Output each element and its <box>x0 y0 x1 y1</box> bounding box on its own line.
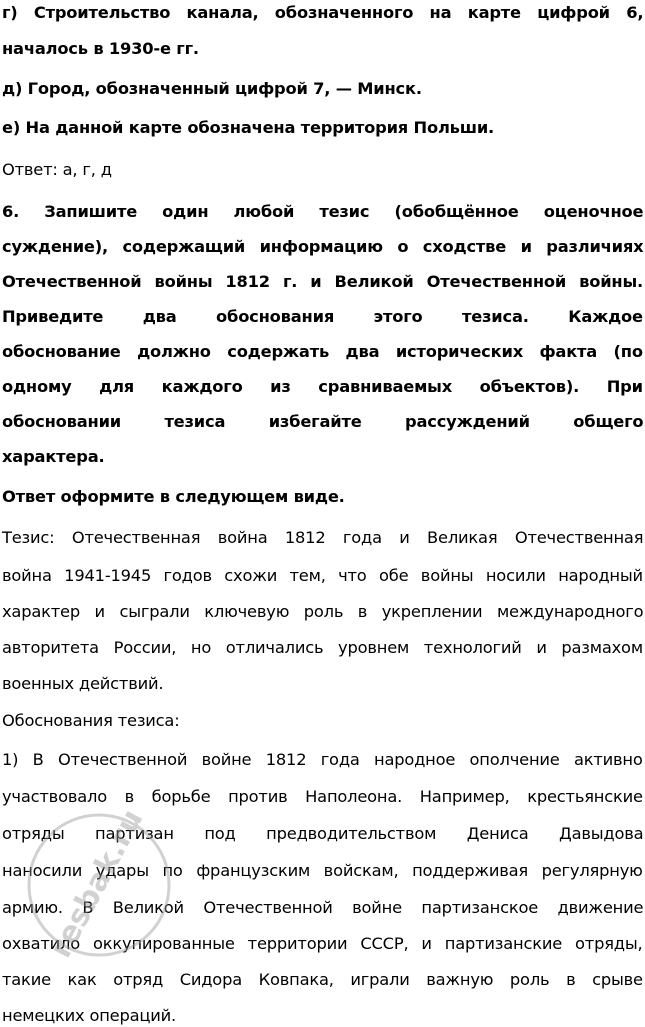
text-line: г) Строительство канала, обозначенного на карте цифрой 6, <box>2 3 644 22</box>
text-line: началось в 1930-е гг. <box>2 39 199 58</box>
text-line: армию. В Великой Отечественной войне партизанское движение <box>2 898 644 917</box>
text-line: война 1941-1945 годов схожи тем, что обе войны носили народный <box>2 566 643 585</box>
text-line: военных действий. <box>2 674 164 693</box>
text-line: характер и сыграли ключевую роль в укреплении международного <box>2 602 644 621</box>
text-line: Ответ оформите в следующем виде. <box>2 487 345 506</box>
text-line: авторитета России, но отличались уровнем технологий и размахом <box>2 638 643 657</box>
text-line: наносили удары по французским войскам, поддерживая регулярную <box>2 861 643 880</box>
text-line: д) Город, обозначенный цифрой 7, — Минск. <box>2 79 422 98</box>
text-line: 1) В Отечественной войне 1812 года народное ополчение активно <box>2 750 643 769</box>
text-line: характера. <box>2 447 105 466</box>
text-line: е) На данной карте обозначена территория Польши. <box>2 118 495 137</box>
text-line: немецких операций. <box>2 1006 177 1025</box>
text-line: Ответ: а, г, д <box>2 160 112 179</box>
text-line: участвовало в борьбе против Наполеона. Например, крестьянские <box>2 787 643 806</box>
text-line: такие как отряд Сидора Ковпака, играли важную роль в срыве <box>2 970 643 989</box>
text-line: обосновании тезиса избегайте рассуждений общего <box>2 412 644 431</box>
text-line: Приведите два обоснования этого тезиса. Каждое <box>2 307 643 326</box>
watermark-text: resbak.ru <box>43 803 151 964</box>
text-line: обоснование должно содержать два исторических факта (по <box>2 342 643 361</box>
text-line: одному для каждого из сравниваемых объектов). При <box>2 377 643 396</box>
text-line: Отечественной войны 1812 г. и Великой Отечественной войны. <box>2 272 643 291</box>
text-line: охватило оккупированные территории СССР, и партизанские отряды, <box>2 934 643 953</box>
text-line: 6. Запишите один любой тезис (обобщённое оценочное <box>2 202 644 221</box>
text-line: Тезис: Отечественная война 1812 года и Великая Отечественная <box>2 528 644 547</box>
text-line: суждение), содержащий информацию о сходстве и различиях <box>2 237 644 256</box>
text-line: Обоснования тезиса: <box>2 711 180 730</box>
text-line: отряды партизан под предводительством Дениса Давыдова <box>2 824 644 843</box>
